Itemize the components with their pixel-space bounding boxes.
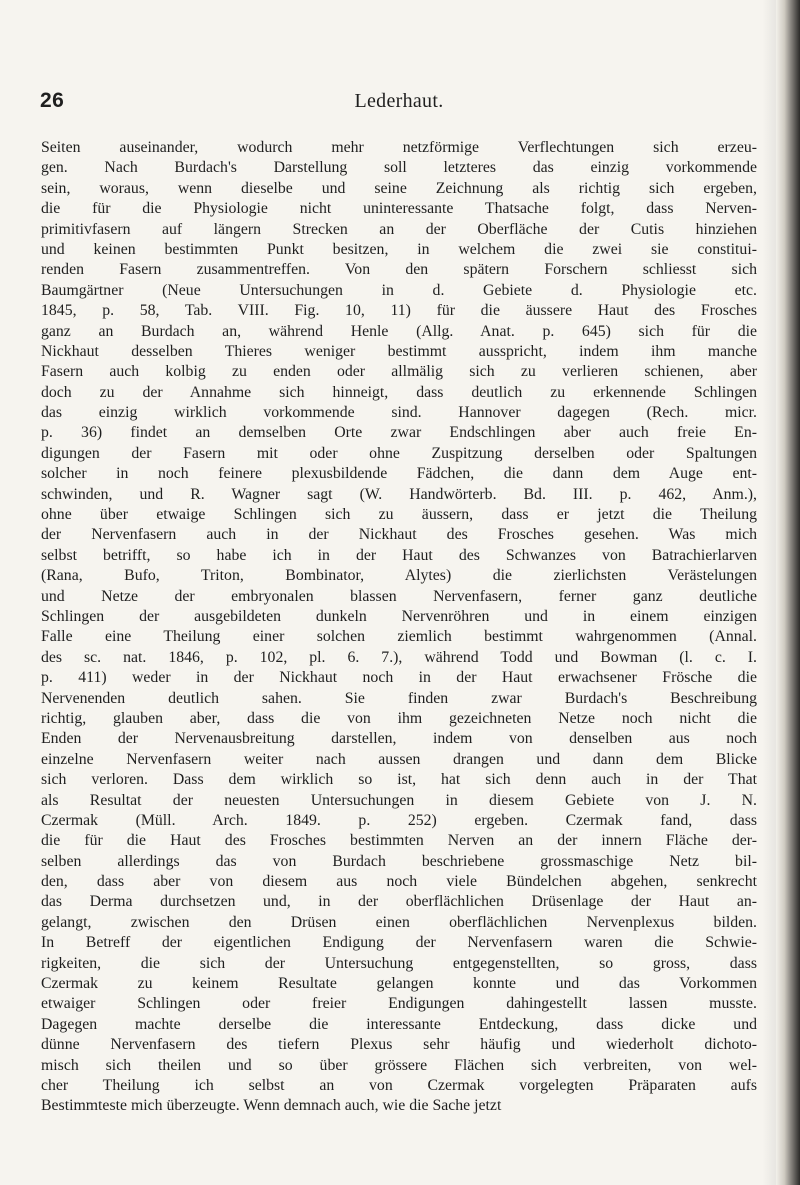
text-line: einzelne Nervenfasern weiter nach aussen drangen und dann dem Blicke xyxy=(41,750,757,768)
text-line: das Derma durchsetzen und, in der oberflächlichen Drüsenlage der Haut an- xyxy=(41,893,757,911)
text-line: Seiten auseinander, wodurch mehr netzförmige Verflechtungen sich erzeu- xyxy=(41,139,757,156)
text-line: der Nervenfasern auch in der Nickhaut des Frosches gesehen. Was mich xyxy=(41,526,757,544)
text-line: Czermak zu keinem Resultate gelangen konnte und das Vorkommen xyxy=(41,975,757,993)
text-line: renden Fasern zusammentreffen. Von den spätern Forschern schliesst sich xyxy=(41,261,757,279)
text-line: selbst betrifft, so habe ich in der Haut des Schwanzes von Batrachierlarven xyxy=(41,546,757,564)
text-line: Nervenenden deutlich sahen. Sie finden zwar Burdach's Beschreibung xyxy=(41,689,757,707)
text-line: den, dass aber von diesem aus noch viele Bündelchen abgehen, senkrecht xyxy=(41,873,757,891)
text-line: als Resultat der neuesten Untersuchungen in diesem Gebiete von J. N. xyxy=(41,791,757,809)
page-number: 26 xyxy=(40,89,65,112)
page-header xyxy=(40,86,758,116)
text-line: solcher in noch feinere plexusbildende Fädchen, die dann dem Auge ent- xyxy=(41,465,757,483)
text-line: ohne über etwaige Schlingen sich zu äussern, dass er jetzt die Theilung xyxy=(41,506,757,524)
text-line: rigkeiten, die sich der Untersuchung entgegenstellten, so gross, dass xyxy=(41,954,757,972)
text-line: primitivfasern auf längern Strecken an der Oberfläche der Cutis hinziehen xyxy=(41,220,757,238)
text-line: (Rana, Bufo, Triton, Bombinator, Alytes) die zierlichsten Verästelungen xyxy=(41,567,757,585)
text-line: richtig, glauben aber, dass die von ihm gezeichneten Netze noch nicht die xyxy=(41,709,757,727)
text-line: Nickhaut desselben Thieres weniger bestimmt ausspricht, indem ihm manche xyxy=(41,342,757,360)
text-line: Bestimmteste mich überzeugte. Wenn demnach auch, wie die Sache jetzt xyxy=(41,1097,502,1115)
text-line: sich verloren. Dass dem wirklich so ist, hat sich denn auch in der That xyxy=(41,771,757,789)
text-line: Enden der Nervenausbreitung darstellen, indem von denselben aus noch xyxy=(41,730,757,748)
text-line: misch sich theilen und so über grössere Flächen sich verbreiten, von wel- xyxy=(41,1056,757,1074)
text-line: Dagegen machte derselbe die interessante Entdeckung, dass dicke und xyxy=(41,1015,757,1033)
text-line: digungen der Fasern mit oder ohne Zuspitzung derselben oder Spaltungen xyxy=(41,444,757,462)
text-line: doch zu der Annahme sich hinneigt, dass deutlich zu erkennende Schlingen xyxy=(41,383,757,401)
text-line: das einzig wirklich vorkommende sind. Hannover dagegen (Rech. micr. xyxy=(41,404,757,422)
text-line: gelangt, zwischen den Drüsen einen oberflächlichen Nervenplexus bilden. xyxy=(41,913,757,931)
text-line: p. 36) findet an demselben Orte zwar Endschlingen aber auch freie En- xyxy=(41,424,757,442)
text-line: In Betreff der eigentlichen Endigung der Nervenfasern waren die Schwie- xyxy=(41,934,757,952)
text-line: Schlingen der ausgebildeten dunkeln Nervenröhren und in einem einzigen xyxy=(41,607,757,625)
text-line: cher Theilung ich selbst an von Czermak vorgelegten Präparaten aufs xyxy=(41,1076,757,1094)
page-edge xyxy=(776,0,800,1185)
running-title: Lederhaut. xyxy=(354,90,444,112)
text-line: Czermak (Müll. Arch. 1849. p. 252) ergeben. Czermak fand, dass xyxy=(41,811,757,829)
text-line: ganz an Burdach an, während Henle (Allg. Anat. p. 645) sich für die xyxy=(41,322,757,340)
text-line: p. 411) weder in der Nickhaut noch in der Haut erwachsener Frösche die xyxy=(41,669,757,687)
text-line: sein, woraus, wenn dieselbe und seine Zeichnung als richtig sich ergeben, xyxy=(41,179,757,197)
text-line: gen. Nach Burdach's Darstellung soll letzteres das einzig vorkommende xyxy=(41,159,757,177)
text-line: Baumgärtner (Neue Untersuchungen in d. Gebiete d. Physiologie etc. xyxy=(41,281,757,299)
page-gutter-shadow xyxy=(762,0,776,1185)
text-line: 1845, p. 58, Tab. VIII. Fig. 10, 11) für die äussere Haut des Frosches xyxy=(41,302,757,320)
text-line: des sc. nat. 1846, p. 102, pl. 6. 7.), während Todd und Bowman (l. c. I. xyxy=(41,648,757,666)
text-line: etwaiger Schlingen oder freier Endigungen dahingestellt lassen musste. xyxy=(41,995,757,1013)
text-line: die für die Physiologie nicht uninteressante Thatsache folgt, dass Nerven- xyxy=(41,200,757,218)
text-line: schwinden, und R. Wagner sagt (W. Handwörterb. Bd. III. p. 462, Anm.), xyxy=(41,485,757,503)
text-line: und Netze der embryonalen blassen Nervenfasern, ferner ganz deutliche xyxy=(41,587,757,605)
text-line: und keinen bestimmten Punkt besitzen, in welchem die zwei sie constitui- xyxy=(41,240,757,258)
text-line: dünne Nervenfasern des tiefern Plexus sehr häufig und wiederholt dichoto- xyxy=(41,1036,757,1054)
body-text xyxy=(41,138,757,1117)
text-line: Fasern auch kolbig zu enden oder allmälig sich zu verlieren schienen, aber xyxy=(41,363,757,381)
text-line: selben allerdings das von Burdach beschriebene grossmaschige Netz bil- xyxy=(41,852,757,870)
text-line: Falle eine Theilung einer solchen ziemlich bestimmt wahrgenommen (Annal. xyxy=(41,628,757,646)
text-line: die für die Haut des Frosches bestimmten Nerven an der innern Fläche der- xyxy=(41,832,757,850)
